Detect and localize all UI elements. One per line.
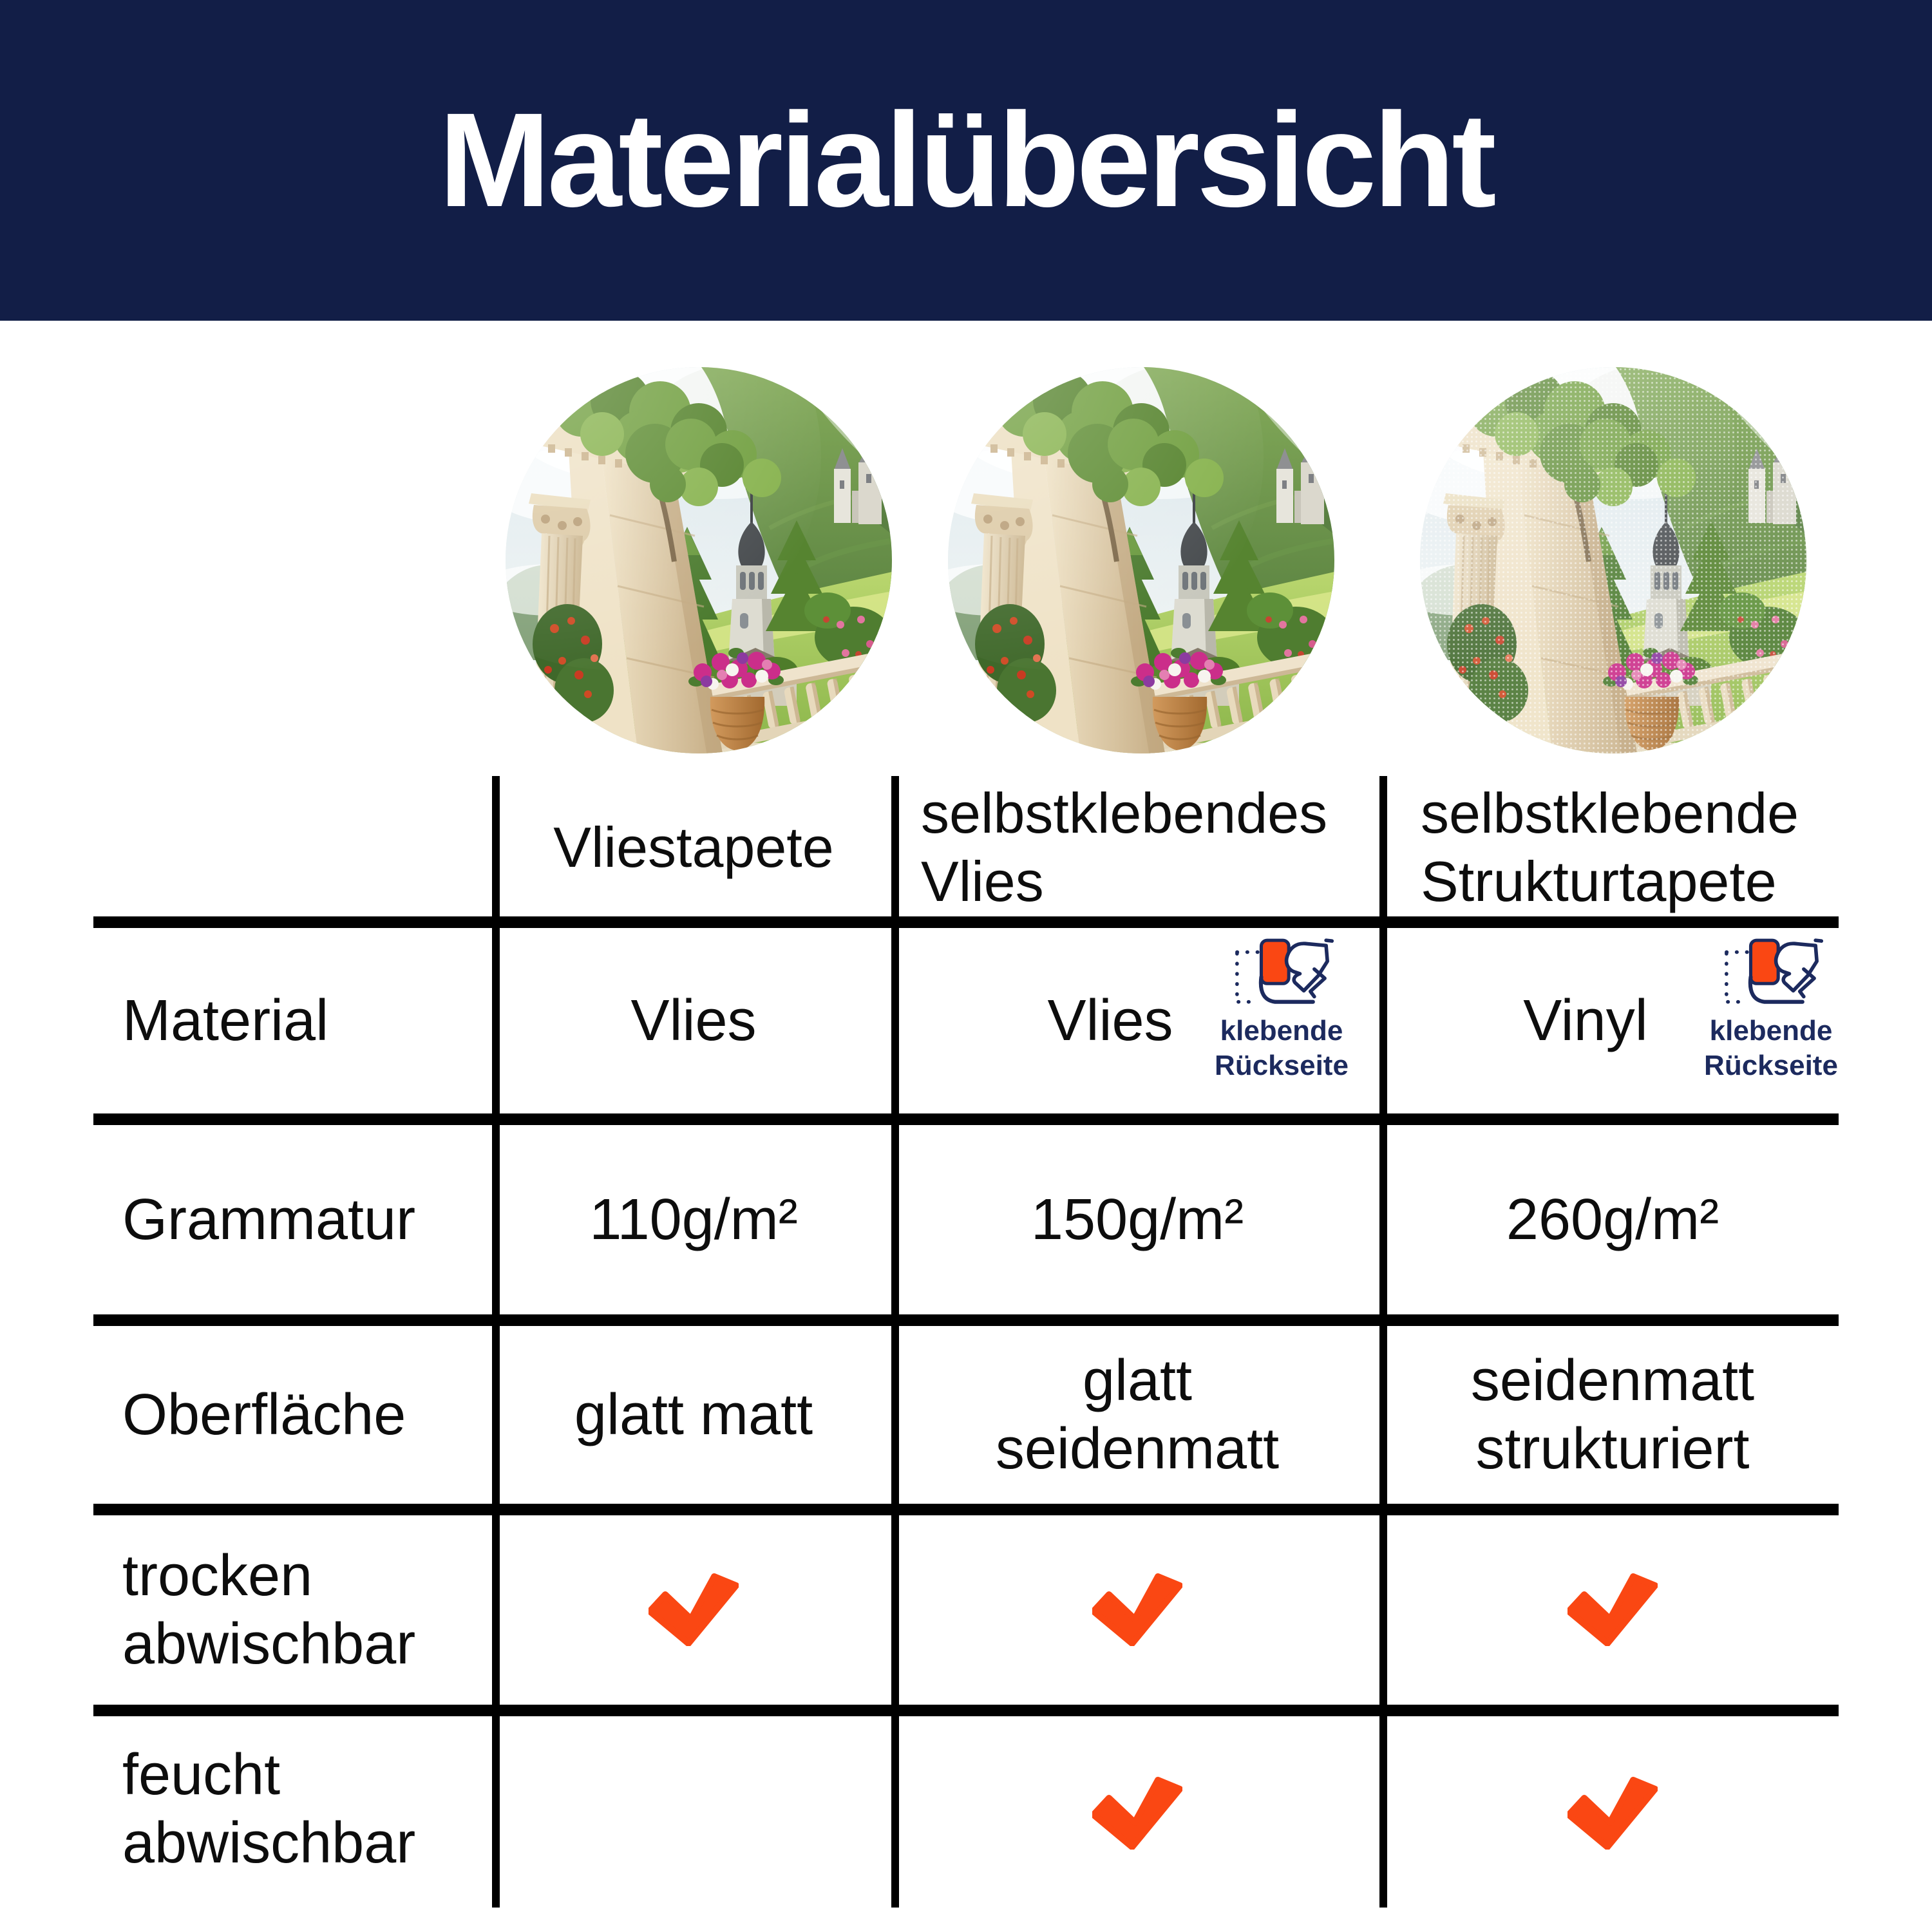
cell-material-col1 <box>500 922 887 1119</box>
row-label-trocken-abwischbar <box>122 1510 483 1710</box>
page-title: Materialübersicht <box>439 85 1493 235</box>
cell-value: Vlies <box>630 989 757 1053</box>
cell-value: 150g/m² <box>1030 1188 1244 1252</box>
cell-grammatur-col2 <box>899 1119 1376 1320</box>
cell-grammatur-col1 <box>500 1119 887 1320</box>
row-label-line: Material <box>122 989 329 1053</box>
peel-sticker-icon <box>1226 935 1337 1014</box>
cell-value: Vlies <box>1047 989 1173 1053</box>
table-column-divider-1 <box>492 776 500 1908</box>
cell-value: 110g/m² <box>589 1188 798 1252</box>
adhesive-backing-badge <box>1697 935 1845 1083</box>
cell-value: seidenmatt <box>1470 1349 1755 1413</box>
cell-value: strukturiert <box>1475 1417 1750 1481</box>
header-banner <box>0 0 1932 321</box>
adhesive-backing-badge <box>1208 935 1356 1083</box>
badge-label-line1: klebende <box>1220 1015 1343 1046</box>
row-label-line: trocken <box>122 1544 313 1608</box>
row-label-material <box>122 922 483 1119</box>
product-photo-selbstklebendes-vlies <box>948 367 1334 753</box>
terrace-landscape-image <box>948 367 1334 753</box>
peel-sticker-icon <box>1716 935 1826 1014</box>
column-header-vliestapete <box>500 776 887 919</box>
row-label-line: abwischbar <box>122 1811 416 1875</box>
cell-value: glatt <box>1082 1349 1193 1413</box>
cell-oberflaeche-col3 <box>1387 1320 1838 1510</box>
cell-value: seidenmatt <box>995 1417 1280 1481</box>
column-header-line: Vliestapete <box>553 815 834 879</box>
cell-oberflaeche-col1 <box>500 1320 887 1510</box>
product-photo-vliestapete <box>506 367 892 753</box>
row-label-oberflaeche <box>122 1320 483 1510</box>
check-icon <box>1092 1774 1182 1850</box>
check-icon <box>1567 1774 1658 1850</box>
column-header-selbstklebendes-vlies <box>899 776 1376 919</box>
cell-oberflaeche-col2 <box>899 1320 1376 1510</box>
column-header-line: Strukturtapete <box>1421 849 1777 913</box>
cell-grammatur-col3 <box>1387 1119 1838 1320</box>
row-label-line: Grammatur <box>122 1188 416 1252</box>
product-photo-selbstklebende-strukturtapete <box>1420 367 1806 753</box>
badge-label-line1: klebende <box>1709 1015 1833 1046</box>
check-icon <box>649 1570 739 1646</box>
cell-value: 260g/m² <box>1506 1188 1719 1252</box>
cell-value: glatt matt <box>574 1383 813 1447</box>
column-header-selbstklebende-strukturtapete <box>1387 776 1838 919</box>
column-header-line: selbstklebendes <box>921 781 1328 845</box>
row-label-line: feucht <box>122 1743 281 1807</box>
check-icon <box>1567 1570 1658 1646</box>
terrace-landscape-image <box>506 367 892 753</box>
badge-label-line2: Rückseite <box>1215 1050 1349 1081</box>
row-label-grammatur <box>122 1119 483 1320</box>
row-label-line: Oberfläche <box>122 1383 406 1447</box>
column-header-line: Vlies <box>921 849 1044 913</box>
row-label-line: abwischbar <box>122 1612 416 1676</box>
check-icon <box>1092 1570 1182 1646</box>
row-label-feucht-abwischbar <box>122 1710 483 1908</box>
column-header-line: selbstklebende <box>1421 781 1799 845</box>
badge-label-line2: Rückseite <box>1704 1050 1838 1081</box>
terrace-landscape-image-textured <box>1420 367 1806 753</box>
cell-value: Vinyl <box>1523 989 1648 1053</box>
